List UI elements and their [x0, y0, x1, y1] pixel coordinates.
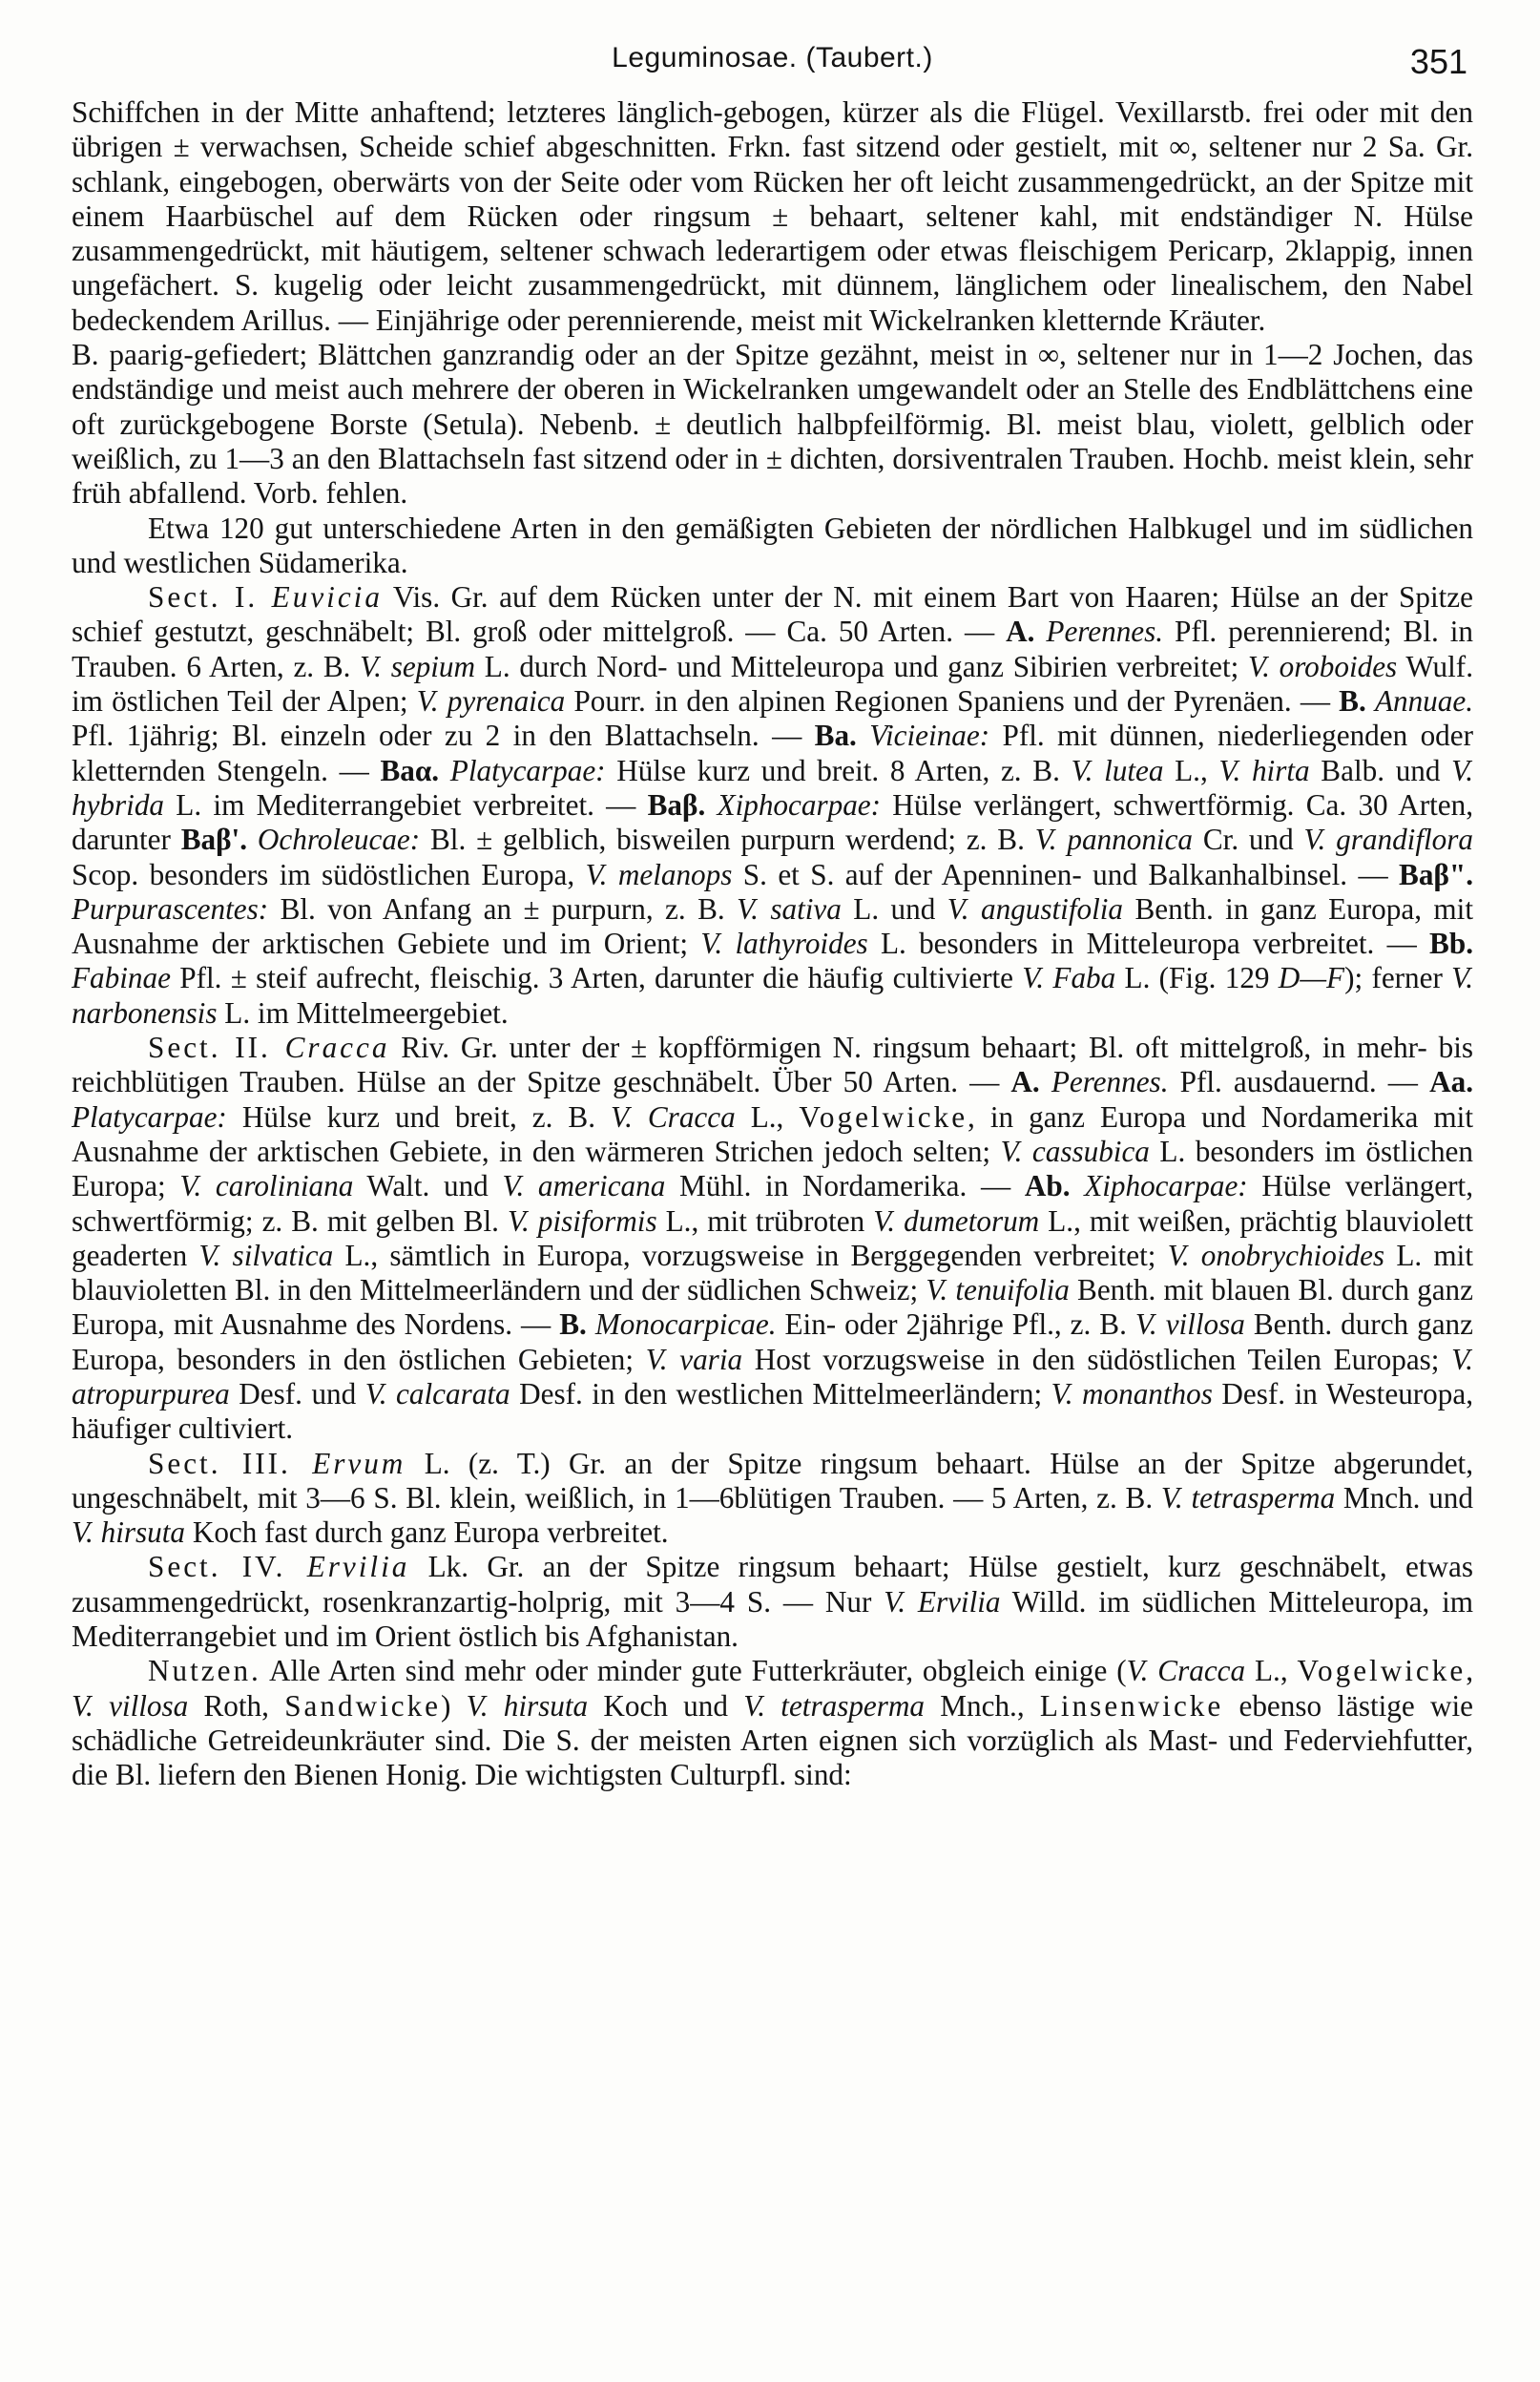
text-run: [587, 1307, 595, 1341]
text-run: Vogelwicke: [1297, 1654, 1467, 1688]
paragraph: [72, 338, 1473, 511]
text-run: Pfl. perennierend; Bl. in Trauben. 6 Arten, z. B.: [72, 615, 1474, 683]
text-run: Pourr. in den alpinen Regionen Spaniens und der Pyrenäen. —: [565, 684, 1340, 719]
text-run: [857, 719, 869, 752]
text-run: Schiffchen in der Mitte anhaftend; letzteres länglich-gebogen, kürzer als die Flügel. Vexillarstb. frei oder mit den übrigen ± verwachsen, Scheide schief abgeschnitten. Frkn. fast sitzend oder gestielt, mit ∞, seltener nur 2 Sa. Gr. schlank, eingebogen, oberwärts von der Seite oder vom Rücken her oft leicht zusammengedrückt, an der Spitze mit einem Haarbüschel auf dem Rücken oder ringsum ± behaart, seltener kahl, mit endständiger N. Hülse zusammengedrückt, mit häutigem, seltener schwach lederartigem oder etwas fleischigem Pericarp, 2klappig, innen ungefächert. S. kugelig oder leicht zusammengedrückt, mit dünnem, länglichem oder linealischem, den Nabel bedeckendem Arillus. — Einjährige oder perennierende, meist mit Wickelranken kletternde Kräuter.: [72, 95, 1473, 337]
text-run: Alle Arten sind mehr oder minder gute Futterkräuter, obgleich einige (: [260, 1654, 1127, 1688]
text-run: Balb. und: [1309, 753, 1452, 787]
text-run: L. im Mediterrangebiet verbreitet. —: [164, 787, 648, 822]
text-run: L. (z. T.) Gr. an der Spitze ringsum behaart. Hülse an der Spitze abgerundet, ungeschnäbelt, mit 3—6 S. Bl. klein, weißlich, in 1—6blütigen Trauben. — 5 Arten, z. B.: [72, 1446, 1473, 1515]
text-run: Cracca: [284, 1031, 390, 1065]
text-run: V. calcarata: [364, 1376, 510, 1410]
text-run: Nutzen.: [148, 1654, 261, 1688]
text-run: L., sämtlich in Europa, vorzugsweise in Berggegenden verbreitet;: [333, 1238, 1168, 1272]
text-run: L. besonders in Mitteleuropa verbreitet. —: [867, 927, 1430, 961]
text-run: V. dumetorum: [873, 1203, 1040, 1238]
text-run: V. pisiformis: [507, 1203, 657, 1238]
text-run: Annuae.: [1374, 684, 1474, 719]
text-run: V. tetrasperma: [1160, 1480, 1336, 1515]
text-run: [1034, 615, 1046, 648]
text-run: Mnch. und: [1335, 1480, 1473, 1515]
text-run: V. pannonica: [1034, 823, 1194, 857]
text-run: V. cassubica: [1000, 1134, 1150, 1168]
paragraph: [72, 1031, 1473, 1447]
text-run: Perennes.: [1051, 1065, 1169, 1099]
text-run: S. et S. auf der Apenninen- und Balkanhalbinsel. —: [732, 857, 1400, 891]
text-run: B. paarig-gefiedert; Blättchen ganzrandig oder an der Spitze gezähnt, meist in ∞, seltener nur in 1—2 Jochen, das endständige und meist auch mehrere der oberen in Wickelranken umgewandelt oder an Stelle des Endblättchens eine oft zurückgebogene Borste (Setula). Nebenb. ± deutlich halbpfeilförmig. Bl. meist blau, violett, gelblich oder weißlich, zu 1—3 an den Blattachseln fast sitzend oder in ± dichten, dorsiventralen Trauben. Hochb. meist klein, sehr früh abfallend. Vorb. fehlen.: [72, 338, 1473, 511]
text-run: Sect. I.: [148, 580, 272, 615]
text-run: V. caroliniana: [179, 1169, 354, 1203]
text-run: [439, 754, 450, 787]
text-run: Benth. mit blauen Bl. durch ganz Europa, mit Ausnahme des Nordens. —: [72, 1273, 1473, 1342]
text-run: [247, 823, 258, 856]
text-run: Hülse verlängert, schwertförmig; z. B. mit gelben Bl.: [72, 1169, 1473, 1238]
text-run: Desf. in den westlichen Mittelmeerländern;: [510, 1376, 1051, 1410]
text-run: V. villosa: [1134, 1307, 1245, 1342]
text-run: Baβ".: [1399, 857, 1473, 891]
paragraph: [72, 95, 1473, 338]
text-run: V. Ervilia: [884, 1584, 1001, 1619]
text-run: Benth. in ganz Europa, mit Ausnahme der arktischen Gebiete und im Orient;: [72, 891, 1473, 961]
paragraph: [72, 1550, 1473, 1654]
text-run: [1040, 1065, 1051, 1098]
text-run: Pfl. ± steif aufrecht, fleischig. 3 Arten, darunter die häufig cultivierte: [170, 961, 1023, 995]
text-run: Pfl. 1jährig; Bl. einzeln oder zu 2 in den Blattachseln. —: [72, 719, 815, 753]
text-run: Benth. durch ganz Europa, besonders in den östlichen Gebieten;: [72, 1307, 1473, 1376]
text-run: Vis. Gr. auf dem Rücken unter der N. mit einem Bart von Haaren; Hülse an der Spitze schief gestutzt, geschnäbelt; Bl. groß oder mittelgroß. — Ca. 50 Arten. —: [72, 580, 1473, 649]
text-run: V. hirsuta: [72, 1515, 186, 1550]
text-run: Hülse kurz und breit. 8 Arten, z. B.: [605, 753, 1072, 787]
text-run: D—F: [1278, 961, 1345, 995]
text-run: [705, 788, 717, 822]
text-run: ); ferner: [1344, 961, 1452, 995]
text-run: Roth,: [188, 1688, 285, 1723]
text-run: , in ganz Europa und Nordamerika mit Ausnahme der arktischen Gebiete, in den wärmeren Strichen jedoch selten;: [72, 1099, 1473, 1168]
text-run: V. atropurpurea: [72, 1342, 1473, 1410]
text-run: L., mit weißen, prächtig blauviolett geaderten: [72, 1203, 1474, 1272]
text-run: Xiphocarpae:: [717, 787, 882, 822]
text-run: Linsenwicke: [1039, 1688, 1224, 1723]
text-run: Baβ'.: [180, 823, 248, 857]
page-header: [72, 29, 1473, 95]
text-run: V. grandiflora: [1303, 823, 1474, 857]
text-run: V. lathyroides: [700, 927, 868, 961]
text-run: Xiphocarpae:: [1084, 1169, 1248, 1203]
text-run: Bl. von Anfang an ± purpurn, z. B.: [268, 891, 738, 926]
text-run: Vicieinae:: [869, 719, 990, 753]
text-run: Bl. ± gelblich, bisweilen purpurn werdend; z. B.: [420, 823, 1035, 857]
text-run: Willd. im südlichen Mitteleuropa, im Mediterrangebiet und im Orient östlich bis Afghanistan.: [72, 1584, 1473, 1654]
text-run: V. tenuifolia: [926, 1273, 1070, 1307]
text-run: L.,: [1245, 1654, 1298, 1688]
text-run: Ervum: [312, 1446, 406, 1480]
text-run: Aa.: [1429, 1065, 1473, 1099]
text-run: V. Cracca: [611, 1099, 736, 1134]
text-run: Desf. und: [229, 1376, 365, 1410]
text-run: Koch und: [588, 1688, 744, 1723]
text-run: Scop. besonders im südöstlichen Europa,: [72, 857, 586, 891]
text-run: Purpurascentes:: [72, 891, 269, 926]
text-run: V. angustifolia: [947, 891, 1124, 926]
text-run: Sect. III.: [148, 1446, 313, 1480]
text-run: ebenso lästige wie schädliche Getreideunkräuter sind. Die S. der meisten Arten eignen sich vorzüglich als Mast- und Federviehfutter, die Bl. liefern den Bienen Honig. Die wichtigsten Culturpfl. sind:: [72, 1688, 1474, 1792]
text-run: Vogelwicke: [799, 1099, 968, 1134]
text-run: Walt. und: [353, 1169, 503, 1203]
text-run: V. narbonensis: [72, 961, 1473, 1030]
text-run: L. durch Nord- und Mitteleuropa und ganz Sibirien verbreitet;: [475, 649, 1249, 683]
running-head: Leguminosae. (Taubert.): [612, 42, 933, 73]
text-run: V. hirta: [1218, 753, 1310, 787]
text-run: Baβ.: [647, 787, 706, 822]
text-run: ,: [1466, 1654, 1473, 1688]
text-run: Platycarpae:: [72, 1099, 227, 1134]
text-run: V. varia: [645, 1342, 743, 1376]
text-run: Sandwicke: [284, 1688, 442, 1723]
text-run: [1366, 684, 1375, 718]
text-run: [1071, 1169, 1085, 1202]
text-run: V. hybrida: [72, 753, 1473, 822]
text-run: Mnch.,: [925, 1688, 1040, 1723]
text-run: L. besonders im östlichen Europa;: [72, 1134, 1473, 1203]
text-run: Etwa 120 gut unterschiedene Arten in den gemäßigten Gebieten der nördlichen Halbkugel und im südlichen und westlichen Südamerika.: [72, 511, 1473, 579]
text-run: ): [441, 1688, 467, 1723]
text-run: Sect. IV.: [148, 1550, 307, 1584]
text-run: Riv. Gr. unter der ± kopfförmigen N. ringsum behaart; Bl. oft mittelgroß, in mehr- bis reichblütigen Trauben. Hülse an der Spitze geschnäbelt. Über 50 Arten. —: [72, 1031, 1473, 1099]
text-run: Mühl. in Nordamerika. —: [665, 1169, 1025, 1203]
text-run: A.: [1010, 1065, 1040, 1099]
text-run: Ba.: [814, 719, 857, 753]
text-run: V. silvatica: [198, 1238, 334, 1272]
text-run: V. onobrychioides: [1167, 1238, 1385, 1272]
text-run: Ervilia: [306, 1550, 410, 1584]
text-run: V. lutea: [1071, 753, 1164, 787]
text-run: Desf. in Westeuropa, häufiger cultiviert.: [72, 1376, 1473, 1446]
text-run: V. melanops: [585, 857, 733, 891]
text-run: Host vorzugsweise in den südöstlichen Teilen Europas;: [742, 1342, 1452, 1376]
paragraph: [72, 1654, 1473, 1792]
text-run: V. Cracca: [1126, 1654, 1246, 1688]
text-run: Hülse verlängert, schwertförmig. Ca. 30 Arten, darunter: [72, 787, 1473, 857]
text-run: Monocarpicae.: [594, 1307, 777, 1342]
text-run: Euvicia: [271, 580, 383, 615]
text-run: Ein- oder 2jährige Pfl., z. B.: [776, 1307, 1135, 1342]
text-run: V. americana: [502, 1169, 666, 1203]
text-run: Platycarpae:: [449, 753, 606, 787]
text-run: L. (Fig. 129: [1115, 961, 1279, 995]
text-run: Baα.: [380, 753, 440, 787]
text-run: L.,: [735, 1099, 800, 1134]
paragraph: [72, 1447, 1473, 1551]
text-run: Koch fast durch ganz Europa verbreitet.: [185, 1515, 669, 1550]
paragraph: [72, 580, 1473, 1031]
text-run: V. villosa: [72, 1688, 189, 1723]
text-run: V. monanthos: [1051, 1376, 1213, 1410]
page-number: 351: [1409, 42, 1467, 81]
text-run: Ochroleucae:: [257, 823, 421, 857]
text-run: L. im Mittelmeergebiet.: [217, 995, 509, 1030]
text-run: V. tetrasperma: [743, 1688, 926, 1723]
text-run: Pfl. ausdauernd. —: [1168, 1065, 1430, 1099]
text-run: L., mit trübroten: [656, 1203, 874, 1238]
body-text: [72, 95, 1473, 1793]
text-run: Cr. und: [1193, 823, 1304, 857]
text-run: Ab.: [1024, 1169, 1071, 1203]
text-run: Wulf. im östlichen Teil der Alpen;: [72, 649, 1473, 719]
text-run: Pfl. mit dünnen, niederliegenden oder kletternden Stengeln. —: [72, 719, 1473, 787]
text-run: Perennes.: [1046, 615, 1164, 649]
text-run: V. Faba: [1022, 961, 1116, 995]
text-run: Bb.: [1429, 927, 1473, 961]
text-run: B.: [559, 1307, 587, 1342]
text-run: B.: [1339, 684, 1366, 719]
text-run: L. und: [841, 891, 947, 926]
text-run: Hülse kurz und breit, z. B.: [226, 1099, 612, 1134]
text-run: V. oroboides: [1248, 649, 1398, 683]
text-run: V. hirsuta: [466, 1688, 589, 1723]
text-run: A.: [1006, 615, 1035, 649]
text-run: V. sepium: [360, 649, 476, 683]
text-run: Fabinae: [72, 961, 171, 995]
text-run: V. pyrenaica: [416, 684, 566, 719]
text-run: Sect. II.: [148, 1031, 285, 1065]
text-run: V. sativa: [737, 891, 842, 926]
text-run: L.,: [1163, 753, 1219, 787]
text-run: Lk. Gr. an der Spitze ringsum behaart; Hülse gestielt, kurz geschnäbelt, etwas zusammengedrückt, rosenkranzartig-holprig, mit 3—4 S. — Nur: [72, 1550, 1473, 1619]
paragraph: [72, 512, 1473, 581]
text-run: L. mit blauvioletten Bl. in den Mittelmeerländern und der südlichen Schweiz;: [72, 1238, 1474, 1307]
